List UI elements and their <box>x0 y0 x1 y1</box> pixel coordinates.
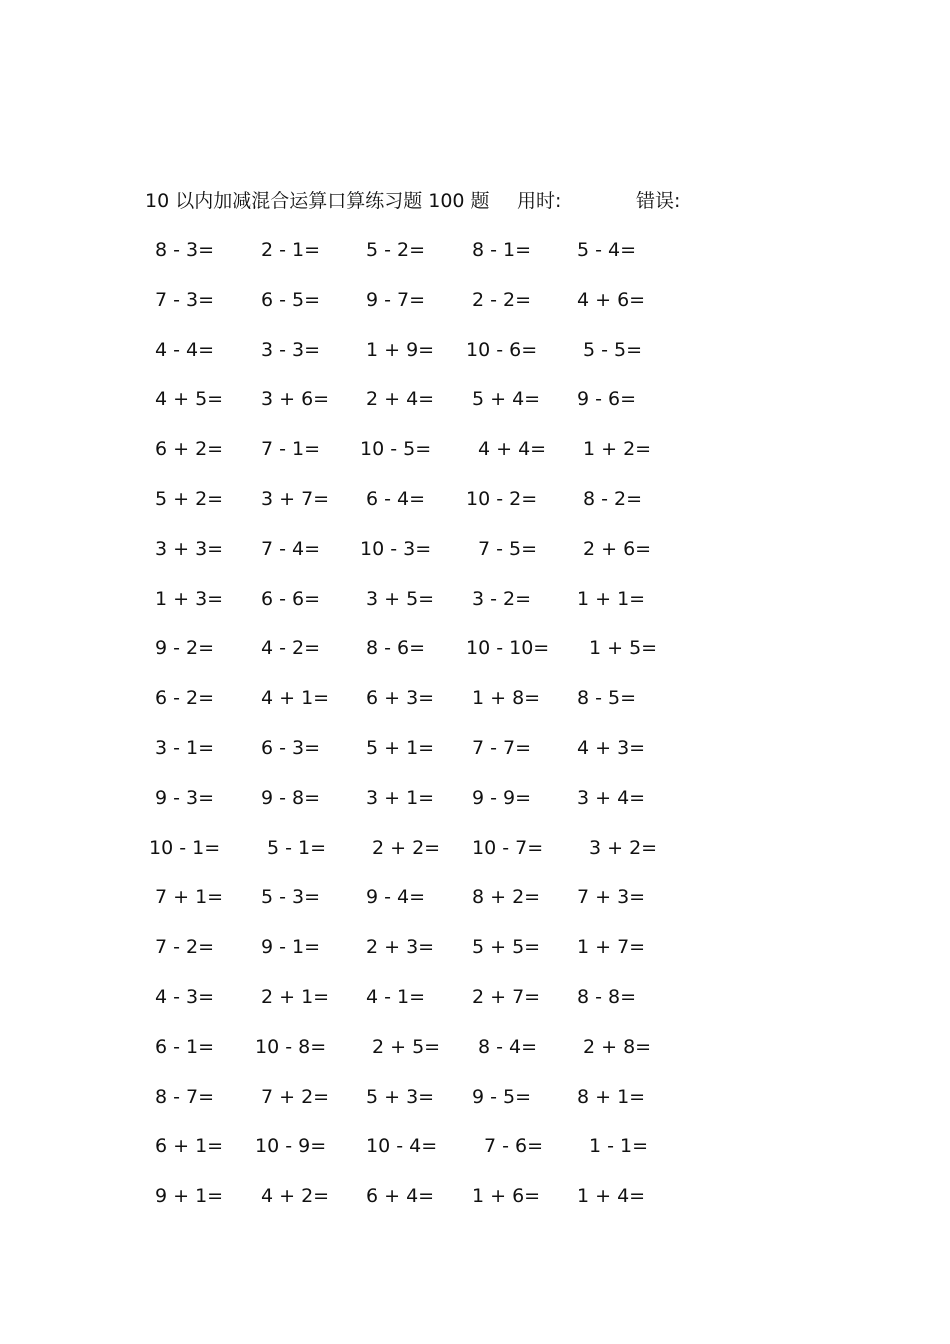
problem-cell: 9 - 9= <box>472 786 532 809</box>
problem-cell: 2 + 6= <box>583 537 652 560</box>
problem-cell: 7 - 5= <box>478 537 538 560</box>
problem-cell: 8 - 7= <box>155 1085 215 1108</box>
problem-cell: 6 + 3= <box>366 687 435 710</box>
problem-cell: 10 - 2= <box>466 488 538 510</box>
problem-cell: 3 + 4= <box>577 786 646 809</box>
problem-row <box>0 534 950 564</box>
problem-cell: 9 - 2= <box>155 637 215 660</box>
problem-cell: 9 - 8= <box>261 786 321 809</box>
problem-row <box>0 783 950 813</box>
problem-cell: 2 + 3= <box>366 936 435 959</box>
problem-cell: 8 - 5= <box>577 687 637 710</box>
problem-cell: 9 - 5= <box>472 1085 532 1108</box>
problem-cell: 7 - 4= <box>261 537 321 560</box>
problem-cell: 5 - 1= <box>267 836 327 859</box>
problem-cell: 5 - 5= <box>583 338 643 361</box>
problem-cell: 6 - 5= <box>261 288 321 311</box>
problem-cell: 7 - 2= <box>155 936 215 959</box>
problem-row <box>0 932 950 962</box>
problem-cell: 8 - 2= <box>583 488 643 510</box>
problem-cell: 8 - 6= <box>366 637 426 660</box>
problem-cell: 4 - 2= <box>261 637 321 660</box>
problem-cell: 10 - 7= <box>472 836 544 859</box>
problem-cell: 4 + 6= <box>577 288 646 311</box>
problem-cell: 3 + 1= <box>366 786 435 809</box>
problem-cell: 2 - 2= <box>472 288 532 311</box>
worksheet-title: 10 以内加减混合运算口算练习题 100 题 <box>145 190 490 212</box>
problem-cell: 8 + 1= <box>577 1085 646 1108</box>
problem-cell: 3 + 2= <box>589 836 658 859</box>
problem-row <box>0 833 950 863</box>
problem-cell: 9 + 1= <box>155 1185 224 1208</box>
problem-cell: 10 - 8= <box>255 1035 327 1058</box>
problem-row <box>0 1181 950 1211</box>
problem-cell: 5 + 2= <box>155 488 224 510</box>
problem-cell: 2 + 5= <box>372 1035 441 1058</box>
problem-cell: 3 - 3= <box>261 338 321 361</box>
problem-cell: 3 - 1= <box>155 737 215 759</box>
problem-cell: 7 - 7= <box>472 737 532 759</box>
problem-cell: 7 + 2= <box>261 1085 330 1108</box>
problem-cell: 7 + 1= <box>155 886 224 909</box>
problem-cell: 7 - 6= <box>484 1135 544 1158</box>
problem-row <box>0 633 950 663</box>
problem-cell: 4 - 3= <box>155 986 215 1008</box>
problem-cell: 2 + 2= <box>372 836 441 859</box>
problem-cell: 10 - 10= <box>466 637 550 660</box>
problem-cell: 9 - 4= <box>366 886 426 909</box>
problem-cell: 6 - 4= <box>366 488 426 510</box>
problem-cell: 3 + 5= <box>366 587 435 610</box>
problem-row <box>0 733 950 763</box>
problem-cell: 3 + 6= <box>261 388 330 411</box>
problem-cell: 5 + 4= <box>472 388 541 411</box>
problem-row <box>0 434 950 464</box>
problem-row <box>0 683 950 713</box>
problem-cell: 6 - 2= <box>155 687 215 710</box>
problem-cell: 8 - 1= <box>472 239 532 261</box>
problem-row <box>0 484 950 514</box>
problem-cell: 6 + 4= <box>366 1185 435 1208</box>
problem-cell: 3 - 2= <box>472 587 532 610</box>
problem-cell: 1 + 3= <box>155 587 224 610</box>
problem-cell: 4 + 2= <box>261 1185 330 1208</box>
problem-cell: 5 - 3= <box>261 886 321 909</box>
problem-cell: 2 + 7= <box>472 986 541 1008</box>
problem-cell: 4 + 3= <box>577 737 646 759</box>
problem-cell: 10 - 9= <box>255 1135 327 1158</box>
errors-label: 错误: <box>636 190 681 212</box>
time-spent-label: 用时: <box>517 190 562 212</box>
problem-cell: 5 + 3= <box>366 1085 435 1108</box>
problem-cell: 1 + 4= <box>577 1185 646 1208</box>
problem-cell: 7 - 3= <box>155 288 215 311</box>
problem-row <box>0 584 950 614</box>
problem-row <box>0 285 950 315</box>
problem-cell: 7 + 3= <box>577 886 646 909</box>
problem-cell: 5 - 4= <box>577 239 637 261</box>
problem-cell: 8 - 8= <box>577 986 637 1008</box>
problem-cell: 4 + 5= <box>155 388 224 411</box>
problem-cell: 6 - 3= <box>261 737 321 759</box>
problem-row <box>0 384 950 414</box>
problem-cell: 4 + 1= <box>261 687 330 710</box>
problem-cell: 5 - 2= <box>366 239 426 261</box>
problem-row <box>0 235 950 265</box>
problem-cell: 8 - 4= <box>478 1035 538 1058</box>
problem-cell: 4 + 4= <box>478 438 547 461</box>
problem-row <box>0 982 950 1012</box>
problem-cell: 4 - 1= <box>366 986 426 1008</box>
problem-cell: 10 - 3= <box>360 537 432 560</box>
problem-cell: 1 + 8= <box>472 687 541 710</box>
problem-cell: 1 + 6= <box>472 1185 541 1208</box>
problem-row <box>0 1032 950 1062</box>
problem-cell: 3 + 7= <box>261 488 330 510</box>
problem-row <box>0 882 950 912</box>
problem-cell: 2 - 1= <box>261 239 321 261</box>
problem-cell: 5 + 1= <box>366 737 435 759</box>
problem-row <box>0 335 950 365</box>
problem-cell: 1 + 2= <box>583 438 652 461</box>
problem-cell: 3 + 3= <box>155 537 224 560</box>
problem-cell: 1 - 1= <box>589 1135 649 1158</box>
problem-cell: 2 + 4= <box>366 388 435 411</box>
problem-cell: 10 - 4= <box>366 1135 438 1158</box>
problem-cell: 6 - 6= <box>261 587 321 610</box>
problem-cell: 8 - 3= <box>155 239 215 261</box>
problem-cell: 9 - 3= <box>155 786 215 809</box>
problem-cell: 6 - 1= <box>155 1035 215 1058</box>
problem-cell: 1 + 7= <box>577 936 646 959</box>
problem-cell: 1 + 9= <box>366 338 435 361</box>
problem-cell: 8 + 2= <box>472 886 541 909</box>
problem-cell: 1 + 5= <box>589 637 658 660</box>
problem-cell: 10 - 1= <box>149 836 221 859</box>
problem-cell: 2 + 8= <box>583 1035 652 1058</box>
problem-cell: 2 + 1= <box>261 986 330 1008</box>
problem-cell: 6 + 2= <box>155 438 224 461</box>
problem-cell: 6 + 1= <box>155 1135 224 1158</box>
problem-row <box>0 1131 950 1161</box>
problem-cell: 1 + 1= <box>577 587 646 610</box>
problem-cell: 7 - 1= <box>261 438 321 461</box>
problem-cell: 9 - 6= <box>577 388 637 411</box>
problem-row <box>0 1082 950 1112</box>
problem-cell: 5 + 5= <box>472 936 541 959</box>
problem-cell: 4 - 4= <box>155 338 215 361</box>
problem-cell: 10 - 5= <box>360 438 432 461</box>
problem-cell: 9 - 1= <box>261 936 321 959</box>
problem-cell: 9 - 7= <box>366 288 426 311</box>
problem-cell: 10 - 6= <box>466 338 538 361</box>
